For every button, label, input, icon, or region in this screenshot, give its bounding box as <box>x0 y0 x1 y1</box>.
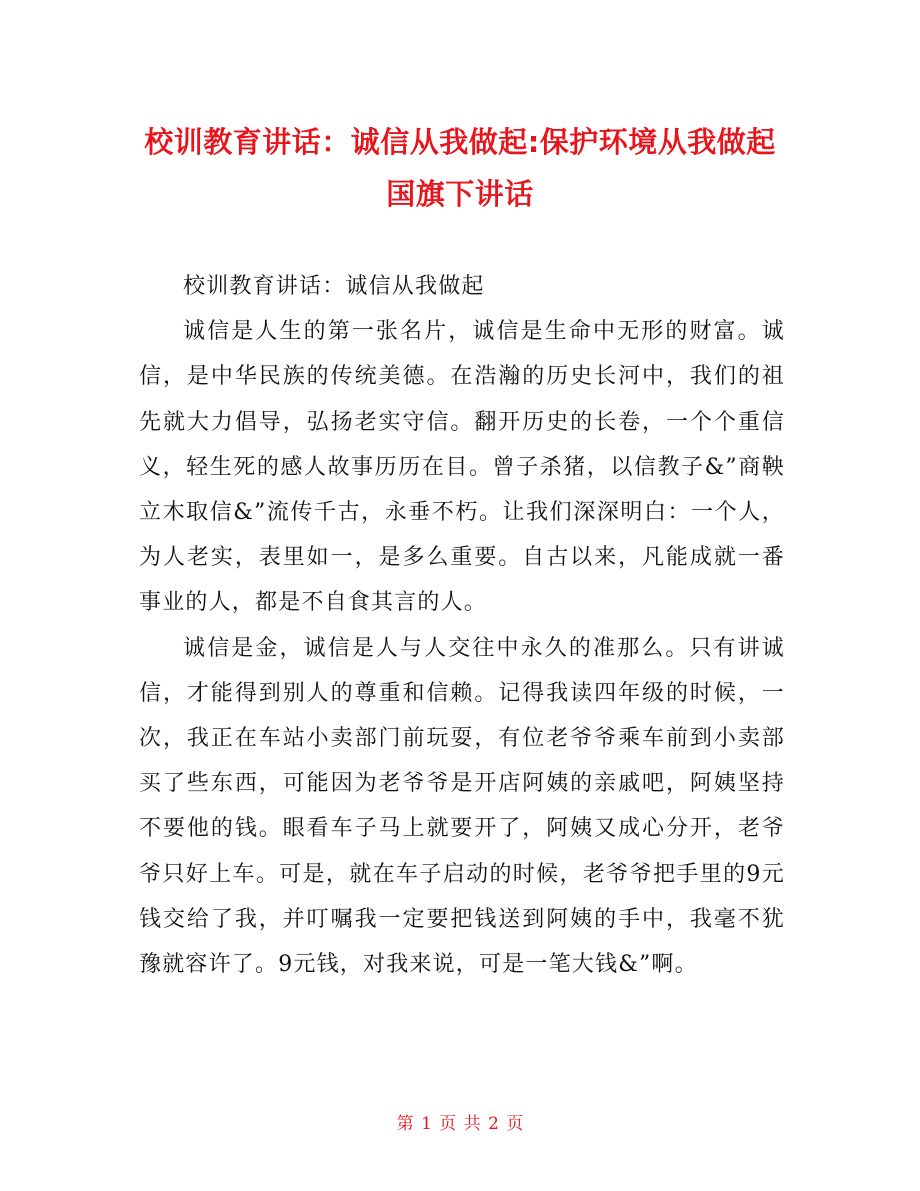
paragraph-1: 诚信是人生的第一张名片，诚信是生命中无形的财富。诚信，是中华民族的传统美德。在浩瀚的历史长河中，我们的祖先就大力倡导，弘扬老实守信。翻开历史的长卷，一个个重信义，轻生死的感人故事历历在目。曾子杀猪，以信教子&”商鞅立木取信&”流传千古，永垂不朽。让我们深深明白：一个人，为人老实，表里如一，是多么重要。自古以来，凡能成就一番事业的人，都是不自食其言的人。 <box>139 319 785 616</box>
document-title: 校训教育讲话：诚信从我做起:保护环境从我做起国旗下讲话 <box>144 125 776 211</box>
page-number-footer: 第 1 页 共 2 页 <box>396 1114 524 1134</box>
paragraph-2: 诚信是金，诚信是人与人交往中永久的准那么。只有讲诚信，才能得到别人的尊重和信赖。记得我读四年级的时候，一次，我正在车站小卖部门前玩耍，有位老爷爷乘车前到小卖部买了些东西，可能因为老爷爷是开店阿姨的亲戚吧，阿姨坚持不要他的钱。眼看车子马上就要开了，阿姨又成心分开，老爷爷只好上车。可是，就在车子启动的时候，老爷爷把手里的9元钱交给了我，并叮嘱我一定要把钱送到阿姨的手中，我毫不犹豫就容许了。9元钱，对我来说，可是一笔大钱&”啊。 <box>139 635 785 978</box>
paragraph-subtitle: 校训教育讲话：诚信从我做起 <box>183 274 485 299</box>
document-body <box>139 264 785 987</box>
